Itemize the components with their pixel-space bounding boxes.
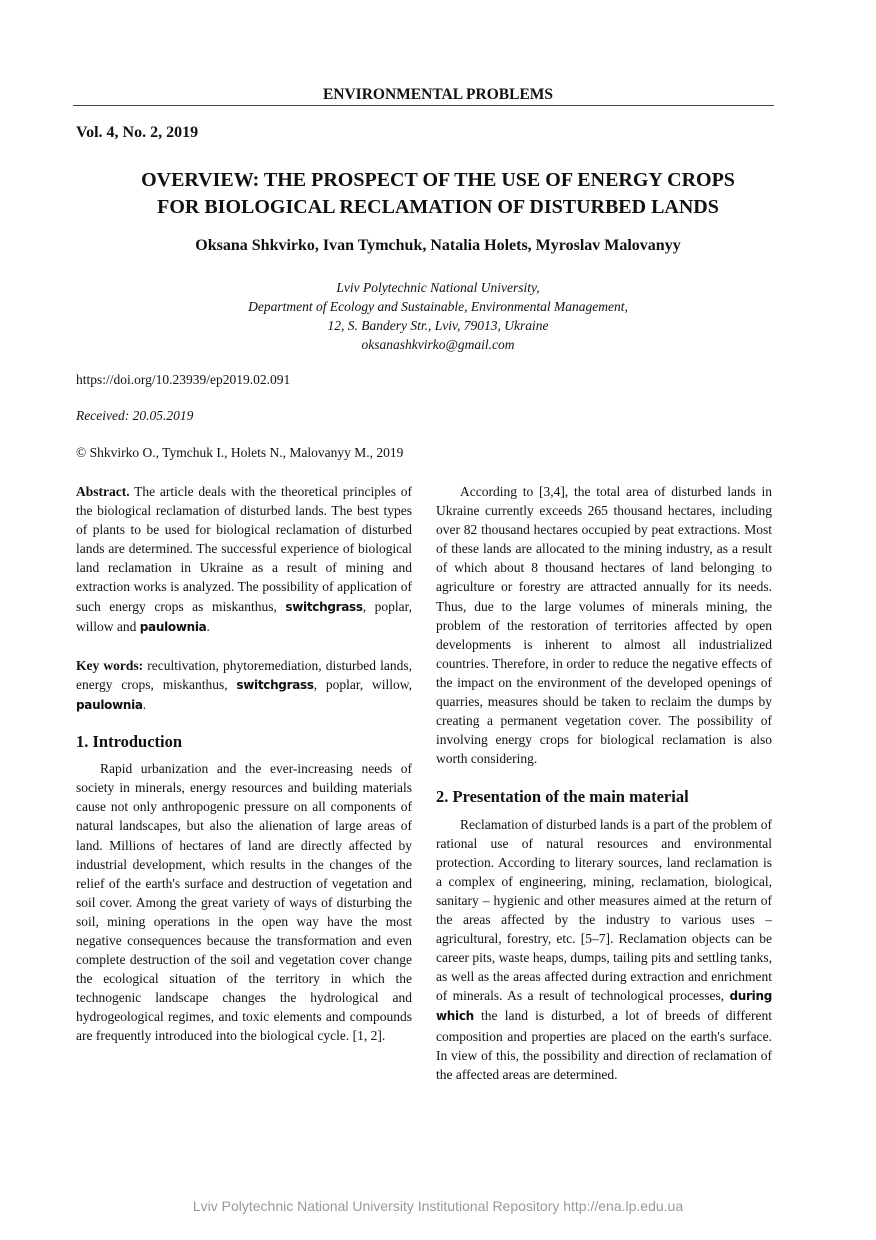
keywords-text: recultivation, phytoremediation, disturbed lands, energy crops, miskanthus, xyxy=(76,657,412,692)
paper-title xyxy=(0,167,876,221)
abstract-label: Abstract. xyxy=(76,484,130,499)
section2-text: Reclamation of disturbed lands is a part of the problem of rational use of natural resources and environmental protection. According to literary sources, land reclamation is a complex of engineering, mining, reclamation, biological, sanitary – hygienic and other measures aimed at the return of the areas affected by the industry to various uses – agricultural, forestry, etc. [5–7]. Reclamation objects can be career pits, waste heaps, dumps, tailing pits and settling tanks, as well as the areas affected during extraction and enrichment of minerals. As a result of technological processes, xyxy=(436,816,772,1004)
left-column xyxy=(76,482,412,1046)
abstract-text: , poplar, willow and xyxy=(76,598,412,634)
repository-footer: Lviv Polytechnic National University Institutional Repository http://ena.lp.edu.ua xyxy=(192,1198,684,1214)
abstract-term: switchgrass xyxy=(285,599,363,614)
section2-heading: 2. Presentation of the main material xyxy=(436,787,689,807)
copyright: © Shkvirko O., Tymchuk I., Holets N., Malovanyy M., 2019 xyxy=(76,445,404,460)
affiliation-line-1: Lviv Polytechnic National University, xyxy=(336,280,540,295)
keywords-text: , poplar, willow, xyxy=(313,676,412,692)
affiliation-line-2: Department of Ecology and Sustainable, Environmental Management, xyxy=(248,299,628,314)
journal-name: ENVIRONMENTAL PROBLEMS xyxy=(322,86,554,103)
affiliation-line-3: 12, S. Bandery Str., Lviv, 79013, Ukraine xyxy=(327,318,549,333)
intro-paragraph: Rapid urbanization and the ever-increasing needs of society in minerals, energy resources and building materials cause not only anthropogenic pressure on all components of natural landscapes, but also the alienation of large areas of land. Millions of hectares of land are directly affected by industrial development, which results in the changes of the relief of the earth's surface and destruction of vegetation and soil cover. Among the great variety of ways of disturbing the soil, mining operations in the open way have the most negative consequences because the transformation and even complete destruction of the soil and vegetation cover change the ecological situation of the territory in which the technogenic landscape changes the hydrological and hydrogeological regimes, and toxic elements and compounds are frequently introduced into the biological cycle. [1, 2]. xyxy=(76,761,412,1044)
abstract xyxy=(76,482,412,637)
abstract-term: paulownia xyxy=(139,619,207,634)
keywords-label: Key words: xyxy=(76,657,144,673)
doi-link[interactable]: https://doi.org/10.23939/ep2019.02.091 xyxy=(76,372,291,387)
section2-term: during which xyxy=(436,989,772,1024)
title-line-2: FOR BIOLOGICAL RECLAMATION OF DISTURBED LANDS xyxy=(157,196,719,218)
affiliation xyxy=(0,278,876,354)
received-date: Received: 20.05.2019 xyxy=(76,408,194,423)
header-rule xyxy=(73,105,774,106)
section2-paragraph xyxy=(436,815,772,1084)
right-column xyxy=(436,482,772,1084)
abstract-text: The article deals with the theoretical principles of the biological reclamation of disturbed lands. The best types of plants to be used for biological reclamation of disturbed lands are determined. The successful experience of biological land reclamation in Ukraine as a result of mining and extraction works is analyzed. The possibility of application of such energy crops as miskanthus, xyxy=(76,484,412,614)
author-email[interactable]: oksanashkvirko@gmail.com xyxy=(361,337,515,352)
intro-heading: 1. Introduction xyxy=(76,732,183,752)
keyword-term: switchgrass xyxy=(236,677,314,692)
section2-text: the land is disturbed, a lot of breeds of different composition and properties are placed on the earth's surface. In view of this, the possibility and direction of reclamation of the affected areas are determined. xyxy=(436,1008,772,1082)
abstract-text: . xyxy=(206,618,210,634)
volume-info: Vol. 4, No. 2, 2019 xyxy=(76,124,199,141)
keywords xyxy=(76,656,412,715)
keywords-text: . xyxy=(142,696,147,712)
context-paragraph: According to [3,4], the total area of disturbed lands in Ukraine currently exceeds 265 thousand hectares, including over 82 thousand hectares occupied by peat extractions. Most of these lands are allocated to the mining industry, as a result of which about 8 thousand hectares of land belonging to agriculture or forestry are attracted annually for its needs. Thus, due to the large volumes of minerals mining, the problem of the restoration of territories affected by open developments is inherent to almost all industrialized countries. Therefore, in order to reduce the negative effects of the impact on the environment of the developed openings of quarries, measures should be taken to reclaim the dumps by creating a permanent vegetation cover. The possibility of involving energy crops for biological reclamation is also worth considering. xyxy=(436,484,772,767)
title-line-1: OVERVIEW: THE PROSPECT OF THE USE OF ENERGY CROPS xyxy=(141,169,735,191)
authors: Oksana Shkvirko, Ivan Tymchuk, Natalia Holets, Myroslav Malovanyy xyxy=(195,237,681,254)
keyword-term: paulownia xyxy=(76,697,143,712)
